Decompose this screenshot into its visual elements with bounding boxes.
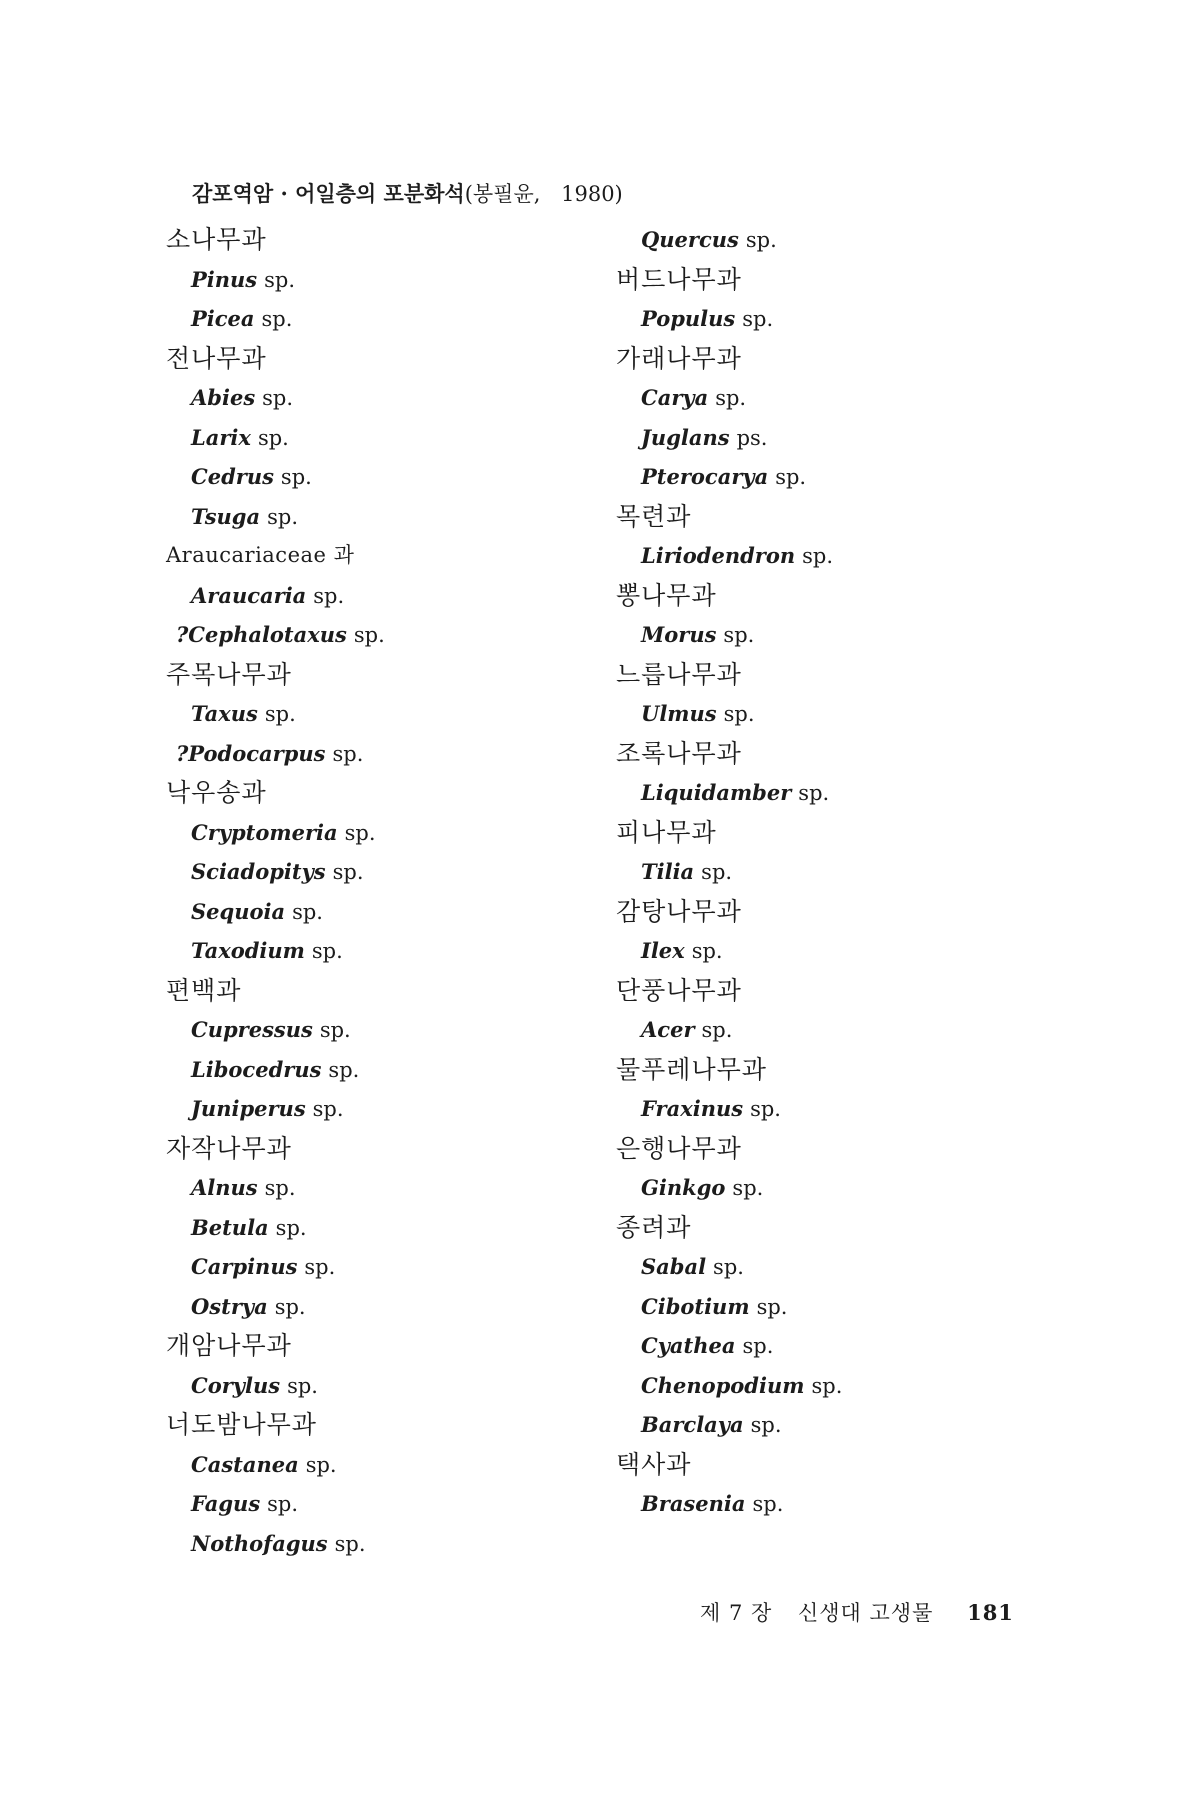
family-heading: 너도밤나무과 (166, 1410, 317, 1439)
genus-name: Abies (191, 385, 256, 410)
genus-name: Taxus (191, 701, 258, 726)
page-number: 181 (967, 1600, 1014, 1625)
species-abbrev: sp. (304, 1255, 336, 1279)
family-heading: 가래나무과 (616, 343, 742, 373)
genus-entry (616, 1247, 1056, 1287)
genus-name: Acer (641, 1017, 695, 1042)
genus-entry (166, 260, 606, 300)
family-heading: 자작나무과 (166, 1133, 292, 1163)
genus-entry (166, 694, 606, 734)
heading-year: 1980) (561, 182, 623, 206)
family-heading: 뽕나무과 (616, 580, 717, 610)
genus-name: Liriodendron (641, 543, 796, 568)
species-abbrev: sp. (811, 1373, 843, 1398)
heading-citation: (봉필윤, (464, 182, 541, 206)
genus-name: Tilia (641, 859, 695, 884)
family-heading: 편백과 (166, 975, 242, 1005)
species-abbrev: sp. (742, 1334, 774, 1358)
genus-entry (166, 1484, 606, 1524)
footer-chapter: 제 7 장 (700, 1601, 773, 1625)
genus-name: Fagus (191, 1491, 261, 1516)
genus-entry (616, 1168, 1056, 1208)
genus-name: ?Podocarpus (176, 740, 326, 766)
species-abbrev: sp. (745, 228, 777, 252)
genus-entry (166, 931, 606, 971)
footer-chapter-title: 신생대 고생물 (797, 1601, 934, 1625)
species-abbrev: sp. (311, 939, 343, 963)
species-abbrev: sp. (312, 1097, 344, 1121)
species-abbrev: sp. (257, 425, 289, 450)
genus-entry (166, 813, 606, 853)
genus-name: Carya (641, 385, 709, 410)
genus-name: Taxodium (191, 938, 305, 963)
genus-name: Carpinus (191, 1254, 298, 1279)
genus-entry (616, 418, 1056, 458)
genus-name: Quercus (641, 227, 739, 252)
genus-name: Fraxinus (641, 1096, 744, 1121)
genus-name: Larix (191, 424, 251, 450)
species-abbrev: sp. (305, 1452, 337, 1477)
genus-entry (166, 1366, 606, 1406)
species-abbrev: sp. (280, 465, 312, 489)
species-abbrev: sp. (261, 307, 293, 331)
species-abbrev: sp. (274, 1294, 306, 1319)
genus-name: Cedrus (191, 464, 274, 489)
genus-name: Picea (191, 306, 255, 331)
genus-entry (166, 1050, 606, 1090)
species-abbrev: sp. (313, 583, 345, 608)
genus-entry (166, 892, 606, 932)
page-footer (700, 1597, 1014, 1627)
species-abbrev: sp. (723, 623, 755, 647)
left-column (166, 220, 606, 1563)
genus-name: Araucaria (191, 582, 307, 608)
genus-entry (616, 220, 1056, 260)
genus-name: Juglans (641, 424, 730, 450)
species-abbrev: sp. (287, 1373, 318, 1398)
genus-name: Alnus (191, 1175, 258, 1200)
species-abbrev: sp. (723, 702, 755, 726)
species-abbrev: ps. (736, 425, 768, 450)
genus-name: Cryptomeria (191, 819, 338, 845)
family-heading: 버드나무과 (616, 264, 742, 294)
genus-entry (616, 773, 1056, 813)
genus-name: Brasenia (641, 1491, 746, 1516)
genus-name: Ginkgo (641, 1175, 726, 1200)
genus-entry (616, 536, 1056, 576)
genus-name: Castanea (191, 1451, 299, 1477)
genus-name: Sequoia (191, 898, 286, 924)
species-abbrev: sp. (264, 267, 296, 292)
genus-entry (166, 418, 606, 458)
species-abbrev: sp. (332, 741, 364, 766)
family-heading: 주목나무과 (166, 659, 292, 689)
species-abbrev: sp. (756, 1294, 788, 1319)
species-abbrev: sp. (715, 386, 747, 410)
species-abbrev: sp. (344, 820, 376, 845)
genus-name: Tsuga (191, 503, 261, 529)
heading-title: 감포역암 · 어일층의 포분화석 (192, 181, 465, 206)
genus-entry (166, 1208, 606, 1248)
genus-entry (166, 576, 606, 616)
family-heading: 종려과 (616, 1212, 692, 1242)
genus-entry (616, 1287, 1056, 1327)
family-heading: 개암나무과 (166, 1331, 292, 1360)
genus-name: Populus (641, 306, 736, 331)
species-abbrev: sp. (275, 1215, 307, 1240)
genus-entry (166, 615, 606, 655)
genus-entry (616, 1010, 1056, 1050)
genus-entry (166, 299, 606, 339)
species-abbrev: sp. (750, 1413, 782, 1437)
right-column (616, 220, 1056, 1524)
genus-entry (616, 1366, 1056, 1406)
genus-entry (166, 734, 606, 774)
genus-entry (616, 1405, 1056, 1445)
family-heading: 소나무과 (166, 225, 267, 254)
genus-entry (616, 615, 1056, 655)
genus-name: Liquidamber (641, 780, 792, 805)
species-abbrev: sp. (332, 860, 364, 884)
family-heading: 택사과 (616, 1449, 692, 1479)
genus-entry (616, 852, 1056, 892)
genus-entry (166, 378, 606, 418)
family-heading: 물푸레나무과 (616, 1054, 767, 1084)
genus-entry (166, 1445, 606, 1485)
genus-entry (616, 1326, 1056, 1366)
genus-entry (616, 299, 1056, 339)
genus-name: Nothofagus (191, 1530, 328, 1556)
genus-name: Cibotium (641, 1293, 750, 1319)
species-abbrev: sp. (752, 1492, 784, 1516)
genus-name: Ulmus (641, 701, 717, 726)
genus-entry (616, 931, 1056, 971)
genus-name: Corylus (191, 1372, 281, 1398)
genus-name: Cyathea (641, 1333, 736, 1358)
species-abbrev: sp. (742, 307, 774, 331)
genus-name: Sabal (641, 1254, 707, 1279)
family-heading: 목련과 (616, 501, 692, 531)
species-abbrev: sp. (701, 1018, 733, 1042)
genus-entry (166, 1247, 606, 1287)
family-heading: 은행나무과 (616, 1133, 742, 1163)
family-heading: 낙우송과 (166, 778, 267, 807)
genus-entry (166, 457, 606, 497)
species-abbrev: sp. (701, 860, 733, 884)
species-abbrev: sp. (264, 702, 296, 726)
species-abbrev: sp. (798, 781, 830, 805)
genus-entry (616, 1484, 1056, 1524)
genus-name: Betula (191, 1214, 269, 1240)
species-abbrev: sp. (328, 1057, 360, 1082)
genus-name: Pinus (191, 266, 258, 292)
genus-name: Libocedrus (191, 1056, 322, 1082)
species-abbrev: sp. (802, 544, 834, 568)
genus-name: Ilex (641, 938, 685, 963)
species-abbrev: sp. (732, 1176, 764, 1200)
species-abbrev: sp. (267, 504, 298, 529)
species-abbrev: sp. (267, 1492, 299, 1516)
genus-name: Barclaya (641, 1412, 744, 1437)
genus-name: Sciadopitys (191, 859, 326, 884)
species-abbrev: sp. (750, 1097, 781, 1121)
genus-entry (616, 378, 1056, 418)
table-heading (192, 178, 623, 208)
genus-name: ?Cephalotaxus (176, 622, 347, 647)
species-abbrev: sp. (262, 386, 294, 410)
genus-name: Cupressus (191, 1017, 313, 1042)
species-abbrev: sp. (264, 1176, 296, 1200)
species-abbrev: sp. (319, 1018, 351, 1042)
genus-entry (616, 694, 1056, 734)
family-heading: 단풍나무과 (616, 975, 742, 1005)
genus-entry (166, 1010, 606, 1050)
species-abbrev: sp. (292, 899, 323, 924)
family-heading: Araucariaceae 과 (166, 543, 355, 567)
genus-entry (166, 1168, 606, 1208)
species-abbrev: sp. (691, 939, 723, 963)
species-abbrev: sp. (334, 1531, 366, 1556)
species-abbrev: sp. (713, 1255, 744, 1279)
genus-entry (166, 497, 606, 537)
species-abbrev: sp. (775, 465, 807, 489)
genus-name: Chenopodium (641, 1372, 805, 1398)
genus-entry (166, 852, 606, 892)
species-abbrev: sp. (353, 623, 385, 647)
family-heading: 감탕나무과 (616, 896, 742, 926)
genus-name: Ostrya (191, 1293, 268, 1319)
genus-entry (166, 1089, 606, 1129)
genus-name: Pterocarya (641, 464, 769, 489)
genus-name: Juniperus (191, 1096, 306, 1121)
genus-entry (166, 1524, 606, 1564)
family-heading: 조록나무과 (616, 738, 742, 768)
genus-entry (166, 1287, 606, 1327)
family-heading: 피나무과 (616, 817, 717, 847)
family-heading: 느릅나무과 (616, 659, 742, 689)
genus-entry (616, 1089, 1056, 1129)
genus-name: Morus (641, 622, 717, 647)
family-heading: 전나무과 (166, 343, 267, 373)
genus-entry (616, 457, 1056, 497)
